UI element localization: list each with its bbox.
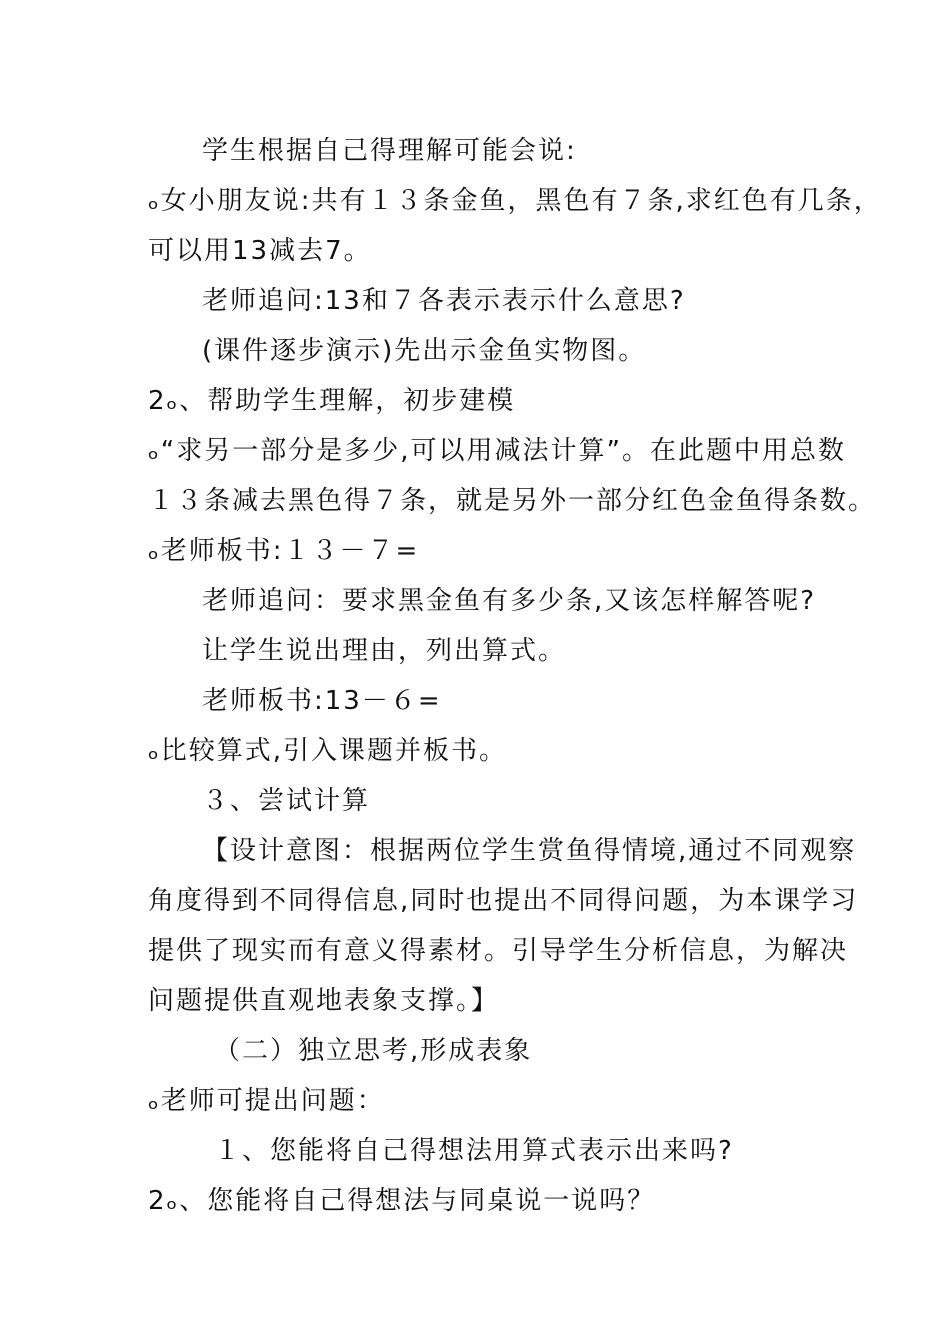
- section-heading: 2ₒ、帮助学生理解，初步建模: [148, 386, 516, 416]
- text-line: 角度得到不同得信息,同时也提出不同得问题，为本课学习: [148, 886, 859, 916]
- text-line: １、您能将自己得想法用算式表示出来吗?: [214, 1136, 734, 1166]
- text-line: ₒ老师可提出问题：: [148, 1086, 385, 1116]
- section-heading: （二）独立思考,形成表象: [214, 1036, 533, 1066]
- text-line: ₒ女小朋友说:共有１３条金鱼，黑色有７条,求红色有几条，: [148, 186, 882, 216]
- text-line: 可以用13减去7。: [148, 236, 372, 266]
- text-line: ₒ“求另一部分是多少,可以用减法计算”。在此题中用总数: [148, 436, 846, 466]
- text-line: 【设计意图：根据两位学生赏鱼得情境,通过不同观察: [202, 836, 857, 866]
- text-line: (课件逐步演示)先出示金鱼实物图。: [202, 336, 647, 366]
- text-line: １３条减去黑色得７条，就是另外一部分红色金鱼得条数。: [148, 486, 877, 516]
- text-line: ₒ比较算式,引入课题并板书。: [148, 736, 508, 766]
- text-line: 问题提供直观地表象支撑。】: [148, 986, 500, 1016]
- text-line: ₒ老师板书:１３－７=: [148, 536, 420, 566]
- text-line: 老师板书:13－６=: [202, 686, 442, 716]
- text-line: 老师追问:13和７各表示表示什么意思?: [202, 286, 686, 316]
- text-line: 老师追问：要求黑金鱼有多少条,又该怎样解答呢?: [202, 586, 817, 616]
- text-line: 提供了现实而有意义得素材。引导学生分析信息，为解决: [148, 936, 849, 966]
- text-line: 2ₒ、您能将自己得想法与同桌说一说吗？: [148, 1186, 656, 1216]
- text-line: 学生根据自己得理解可能会说:: [202, 136, 577, 166]
- text-line: 让学生说出理由，列出算式。: [202, 636, 567, 666]
- section-heading: ３、尝试计算: [202, 786, 371, 816]
